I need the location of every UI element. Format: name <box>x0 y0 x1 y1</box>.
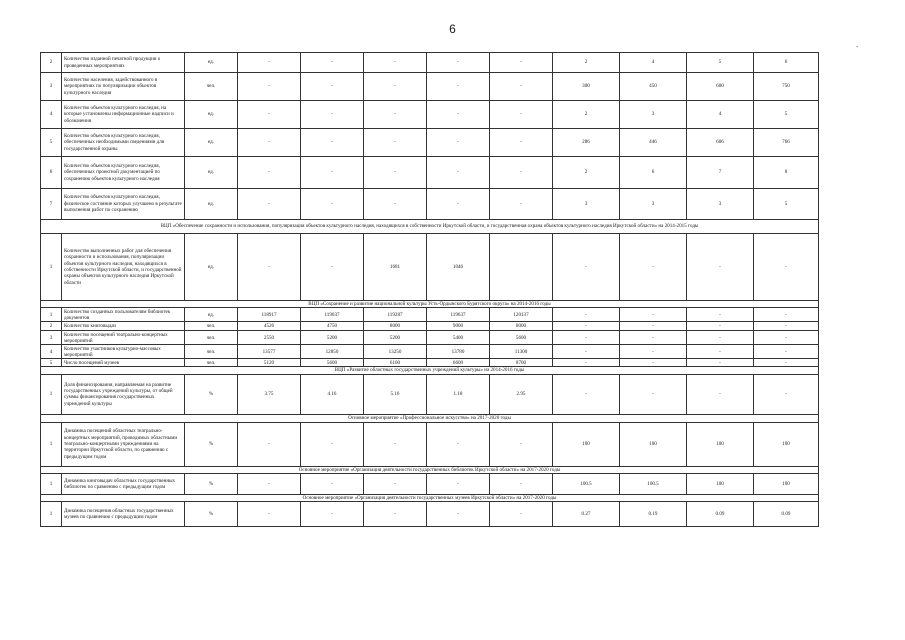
value-cell: - <box>620 308 687 322</box>
value-cell: - <box>553 322 620 331</box>
indicator-name: Количество объектов культурного наследия, физическое состояние которых улучшено в результате выполнения работ по сохранению <box>62 189 185 220</box>
value-cell: - <box>754 359 819 367</box>
value-cell: - <box>490 422 553 466</box>
indicator-name: Количество объектов культурного наследия, обеспеченных необходимыми сведениями для государственной охраны <box>62 129 185 157</box>
value-cell: 119037 <box>301 308 364 322</box>
value-cell: - <box>687 322 754 331</box>
value-cell: - <box>301 53 364 73</box>
value-cell: 5120 <box>238 359 301 367</box>
unit-cell: ед. <box>185 157 238 189</box>
value-cell: 13577 <box>238 345 301 359</box>
indicator-name: Количество созданных пользователям библиотек документов <box>62 308 185 322</box>
value-cell: - <box>238 53 301 73</box>
unit-cell: чел. <box>185 359 238 367</box>
value-cell: - <box>620 234 687 301</box>
value-cell: 8700 <box>490 359 553 367</box>
section-header-row <box>41 301 819 308</box>
table-row <box>41 101 819 129</box>
value-cell: - <box>620 374 687 414</box>
value-cell: - <box>238 157 301 189</box>
section-title: ВЦП «Развитие областных государственных учреждений культуры» на 2014-2016 годы <box>41 367 819 374</box>
value-cell: - <box>754 308 819 322</box>
value-cell: 119637 <box>427 308 490 322</box>
value-cell: - <box>427 502 490 527</box>
value-cell: - <box>687 234 754 301</box>
section-title: ВЦП «Обеспечение сохранности и использования, популяризация объектов культурного наследия, находящихся в собственности Иркутской области, и государственная охрана объектов культурного наследия Иркутской области» на 2014-2015 годы <box>41 220 819 234</box>
indicator-name: Количество посещений театрально-концертных мероприятий <box>62 331 185 345</box>
value-cell: 3.75 <box>238 374 301 414</box>
value-cell: - <box>427 73 490 101</box>
value-cell: - <box>620 345 687 359</box>
indicator-name: Число посещений музеев <box>62 359 185 367</box>
section-title: ВЦП «Сохранение и развитие национальной культуры Усть-Ордынского Бурятского округа» на 2014-2016 годы <box>41 301 819 308</box>
value-cell: - <box>301 157 364 189</box>
table-row <box>41 331 819 345</box>
value-cell: - <box>364 422 427 466</box>
unit-cell: ед. <box>185 101 238 129</box>
table-row <box>41 53 819 73</box>
row-number: 2 <box>41 322 62 331</box>
value-cell: 6600 <box>427 359 490 367</box>
value-cell: - <box>301 101 364 129</box>
value-cell: 100 <box>754 474 819 495</box>
section-header-row <box>41 495 819 502</box>
value-cell: 100.5 <box>553 474 620 495</box>
value-cell: 4.16 <box>301 374 364 414</box>
value-cell: 4 <box>687 101 754 129</box>
unit-cell: % <box>185 374 238 414</box>
value-cell: 7 <box>687 157 754 189</box>
value-cell: - <box>490 73 553 101</box>
row-number: 5 <box>41 129 62 157</box>
value-cell: - <box>238 189 301 220</box>
row-number: 1 <box>41 474 62 495</box>
value-cell: - <box>364 474 427 495</box>
indicator-name: Количество участников культурно-массовых мероприятий <box>62 345 185 359</box>
value-cell: 446 <box>620 129 687 157</box>
unit-cell: ед. <box>185 308 238 322</box>
indicator-name: Количество книговыдач <box>62 322 185 331</box>
value-cell: 0.27 <box>553 502 620 527</box>
value-cell: 606 <box>687 129 754 157</box>
value-cell: 1.18 <box>427 374 490 414</box>
value-cell: - <box>754 374 819 414</box>
table-row <box>41 374 819 414</box>
value-cell: 9000 <box>427 322 490 331</box>
value-cell: - <box>620 331 687 345</box>
value-cell: 4 <box>620 53 687 73</box>
value-cell: - <box>238 474 301 495</box>
unit-cell: чел. <box>185 322 238 331</box>
value-cell: 2 <box>553 157 620 189</box>
value-cell: 450 <box>620 73 687 101</box>
indicator-name: Динамика книговыдач областных государственных библиотек по сравнению с предыдущим годом <box>62 474 185 495</box>
value-cell: - <box>553 345 620 359</box>
value-cell: 0.19 <box>620 502 687 527</box>
value-cell: 5200 <box>301 331 364 345</box>
table-row <box>41 234 819 301</box>
unit-cell: ед. <box>185 53 238 73</box>
value-cell: 2 <box>553 101 620 129</box>
value-cell: 1681 <box>364 234 427 301</box>
row-number: 1 <box>41 422 62 466</box>
table-row <box>41 502 819 527</box>
value-cell: 766 <box>754 129 819 157</box>
value-cell: - <box>490 53 553 73</box>
value-cell: 8000 <box>490 322 553 331</box>
section-title: Основное мероприятие «Организация деятельности государственных библиотек Иркутской области» на 2017-2020 годы <box>41 466 819 473</box>
value-cell: 5 <box>754 101 819 129</box>
value-cell: - <box>238 129 301 157</box>
value-cell: - <box>301 422 364 466</box>
value-cell: 5 <box>687 53 754 73</box>
value-cell: - <box>427 101 490 129</box>
table-row <box>41 73 819 101</box>
value-cell: 12850 <box>301 345 364 359</box>
value-cell: - <box>301 474 364 495</box>
indicator-name: Количество объектов культурного наследия, на которые установлены информационные надписи и обозначения <box>62 101 185 129</box>
value-cell: 5 <box>754 189 819 220</box>
table-row <box>41 474 819 495</box>
value-cell: 6 <box>754 53 819 73</box>
table-body <box>41 53 819 527</box>
value-cell: 100 <box>754 422 819 466</box>
section-title: Основное мероприятие «Профессиональное искусство» на 2017-2020 годы <box>41 414 819 422</box>
value-cell: - <box>687 374 754 414</box>
value-cell: 4750 <box>301 322 364 331</box>
value-cell: - <box>238 234 301 301</box>
unit-cell: чел. <box>185 331 238 345</box>
value-cell: - <box>687 308 754 322</box>
section-title: Основное мероприятие «Организация деятельности государственных музеев Иркутской области» на 2017-2020 годы <box>41 495 819 502</box>
value-cell: 3 <box>553 189 620 220</box>
table-row <box>41 308 819 322</box>
value-cell: 5400 <box>427 331 490 345</box>
row-number: 4 <box>41 345 62 359</box>
value-cell: - <box>490 474 553 495</box>
value-cell: 118917 <box>238 308 301 322</box>
value-cell: 0.09 <box>754 502 819 527</box>
value-cell: 100.5 <box>620 474 687 495</box>
page-number: 6 <box>449 22 456 36</box>
corner-mark: - <box>856 44 859 51</box>
value-cell: 8 <box>754 157 819 189</box>
value-cell: - <box>364 101 427 129</box>
unit-cell: ед. <box>185 129 238 157</box>
value-cell: - <box>238 73 301 101</box>
value-cell: 6 <box>620 157 687 189</box>
value-cell: 5200 <box>364 331 427 345</box>
row-number: 3 <box>41 73 62 101</box>
value-cell: 11300 <box>490 345 553 359</box>
row-number: 1 <box>41 234 62 301</box>
value-cell: - <box>490 502 553 527</box>
value-cell: - <box>427 474 490 495</box>
row-number: 1 <box>41 374 62 414</box>
value-cell: 3 <box>620 101 687 129</box>
value-cell: - <box>553 234 620 301</box>
unit-cell: % <box>185 502 238 527</box>
unit-cell: чел. <box>185 73 238 101</box>
value-cell: 300 <box>553 73 620 101</box>
section-header-row <box>41 367 819 374</box>
value-cell: 100 <box>553 422 620 466</box>
row-number: 1 <box>41 308 62 322</box>
value-cell: - <box>754 345 819 359</box>
value-cell: - <box>364 502 427 527</box>
value-cell <box>490 234 553 301</box>
value-cell: - <box>301 73 364 101</box>
value-cell: - <box>490 129 553 157</box>
value-cell: 100 <box>620 422 687 466</box>
section-header-row <box>41 220 819 234</box>
value-cell: - <box>620 322 687 331</box>
value-cell: 750 <box>754 73 819 101</box>
value-cell: 3 <box>620 189 687 220</box>
value-cell: - <box>553 308 620 322</box>
value-cell: 119287 <box>364 308 427 322</box>
value-cell: 100 <box>687 422 754 466</box>
unit-cell: % <box>185 474 238 495</box>
indicator-name: Количество изданной печатной продукции о проведенных мероприятиях <box>62 53 185 73</box>
value-cell: 13250 <box>364 345 427 359</box>
value-cell: 120137 <box>490 308 553 322</box>
value-cell: - <box>490 157 553 189</box>
value-cell: - <box>427 129 490 157</box>
value-cell: 600 <box>687 73 754 101</box>
value-cell: 8000 <box>364 322 427 331</box>
value-cell: - <box>687 359 754 367</box>
value-cell: - <box>490 189 553 220</box>
unit-cell: чел. <box>185 345 238 359</box>
value-cell: - <box>364 129 427 157</box>
value-cell: - <box>427 53 490 73</box>
value-cell: - <box>364 157 427 189</box>
value-cell: - <box>490 101 553 129</box>
value-cell: - <box>427 422 490 466</box>
value-cell: 2.95 <box>490 374 553 414</box>
indicator-name: Количество выполненных работ для обеспечения сохранности и использования, популяризации объектов культурного наследия, находящихся в собственности Иркутской области, и государственной охраны объектов культурного наследия Иркутской области <box>62 234 185 301</box>
value-cell: 2550 <box>238 331 301 345</box>
value-cell: 4526 <box>238 322 301 331</box>
value-cell: - <box>301 502 364 527</box>
value-cell: 1046 <box>427 234 490 301</box>
table-row <box>41 422 819 466</box>
value-cell: - <box>427 189 490 220</box>
value-cell: 3 <box>687 189 754 220</box>
value-cell: - <box>754 234 819 301</box>
row-number: 7 <box>41 189 62 220</box>
indicator-name: Доля финансирования, направляемая на развитие государственных учреждений культуры, от общей суммы финансирования государственных учреждений культуры <box>62 374 185 414</box>
value-cell: - <box>620 359 687 367</box>
value-cell: 6100 <box>364 359 427 367</box>
value-cell: - <box>553 331 620 345</box>
value-cell: 286 <box>553 129 620 157</box>
indicator-name: Количество объектов культурного наследия, обеспеченных проектной документацией по сохранению объектов культурного наследия <box>62 157 185 189</box>
value-cell: 13780 <box>427 345 490 359</box>
row-number: 1 <box>41 502 62 527</box>
value-cell: - <box>553 359 620 367</box>
value-cell: - <box>364 189 427 220</box>
indicators-table <box>40 52 819 527</box>
value-cell: - <box>238 502 301 527</box>
value-cell: - <box>238 101 301 129</box>
table-row <box>41 345 819 359</box>
value-cell: 5600 <box>301 359 364 367</box>
row-number: 3 <box>41 331 62 345</box>
table-row <box>41 322 819 331</box>
value-cell: - <box>553 374 620 414</box>
value-cell: - <box>687 345 754 359</box>
value-cell: - <box>301 129 364 157</box>
indicator-name: Динамика посещения областных государственных музеев по сравнению с предыдущим годом <box>62 502 185 527</box>
value-cell: - <box>687 331 754 345</box>
table-row <box>41 189 819 220</box>
value-cell: 2 <box>553 53 620 73</box>
unit-cell: % <box>185 422 238 466</box>
section-header-row <box>41 466 819 473</box>
indicator-name: Количество населения, задействованного в мероприятиях по популяризации объектов культурного наследия <box>62 73 185 101</box>
unit-cell: ед. <box>185 189 238 220</box>
row-number: 6 <box>41 157 62 189</box>
value-cell: 5.16 <box>364 374 427 414</box>
table-row <box>41 157 819 189</box>
unit-cell: ед. <box>185 234 238 301</box>
indicator-name: Динамика посещений областных театрально-концертных мероприятий, проводимых областными театрально-концертными учреждениями на территории Иркутской области, по сравнению с предыдущим годом <box>62 422 185 466</box>
value-cell: - <box>754 331 819 345</box>
row-number: 4 <box>41 101 62 129</box>
value-cell: - <box>427 157 490 189</box>
table-row <box>41 129 819 157</box>
value-cell: - <box>754 322 819 331</box>
value-cell: - <box>301 234 364 301</box>
table-row <box>41 359 819 367</box>
row-number: 5 <box>41 359 62 367</box>
value-cell: - <box>301 189 364 220</box>
value-cell: 0.09 <box>687 502 754 527</box>
value-cell: - <box>364 73 427 101</box>
value-cell: - <box>238 422 301 466</box>
value-cell: 5600 <box>490 331 553 345</box>
row-number: 2 <box>41 53 62 73</box>
section-header-row <box>41 414 819 422</box>
value-cell: - <box>364 53 427 73</box>
value-cell: 100 <box>687 474 754 495</box>
